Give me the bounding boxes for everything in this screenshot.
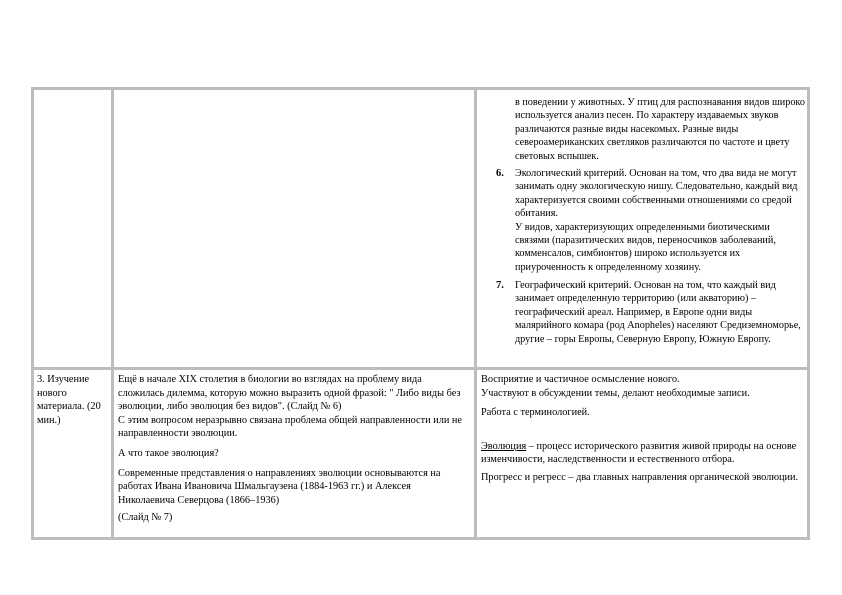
student-activity-1: Восприятие и частичное осмысление нового. [481, 374, 680, 385]
row2-col3-cell [477, 370, 807, 537]
item6-text [515, 167, 805, 274]
row2-col2-cell [114, 370, 474, 537]
student-activity-3: Работа с терминологией. [481, 407, 590, 419]
teacher-text-1: Ещё в начале XIX столетия в биологии во взглядах на проблему вида сложилась дилемма, которую можно выразить одной фразой: " Либо виды без эволюции, либо эволюция без видов". (Слайд № 6) [118, 374, 461, 413]
student-activity-2: Участвуют в обсуждении темы, делают необходимые записи. [481, 387, 750, 399]
item6-text-extra: У видов, характеризующих определенными биотическими связями (паразитических видов, переносчиков заболеваний, комменсалов, симбионтов) широко используется их приуроченность к определенному хозяину. [515, 221, 776, 273]
item5-continuation: в поведении у животных. У птиц для распознавания видов широко используется анализ песен. По характеру издаваемых звуков различаются разные виды насекомых. Разные виды североамериканских светляков различаются по частоте и цвету световых вспышек. [515, 97, 805, 162]
item6-text-main: Экологический критерий. Основан на том, что два вида не могут занимать одну экологическую нишу. Следовательно, каждый вид характеризуется своими собственными отношениями со средой обитания. [515, 168, 798, 220]
evolution-definition-text: – процесс исторического развития живой природы на основе изменчивости, наследственности и естественного отбора. [481, 440, 797, 466]
teacher-question: А что такое эволюция? [118, 447, 219, 459]
evolution-term: Эволюция [481, 440, 527, 452]
teacher-text-2: С этим вопросом неразрывно связана проблема общей направленности или не направленности эволюции. [118, 414, 462, 440]
row1-col3-cell [477, 90, 807, 367]
slide-ref: (Слайд № 7) [118, 512, 173, 524]
stage-label: 3. Изучение нового материала. (20 мин.) [37, 374, 101, 426]
item7-number: 7. [496, 280, 504, 291]
progress-regress-text: Прогресс и регресс – два главных направления органической эволюции. [481, 471, 799, 483]
item7-text: Географический критерий. Основан на том, что каждый вид занимает определенную территорию (или акваторию) – географический ареал. Например, в Европе одни виды малярийного комара (род Anopheles) населяют Средиземноморье, другие – горы Европы, Северную Европу, Южную Европу. [515, 280, 801, 345]
teacher-text-4: Современные представления о направлениях эволюции основываются на работах Ивана Ивановича Шмальгаузена (1884-1963 гг.) и Алексея Николаевича Северцова (1866–1936) [118, 467, 441, 506]
lesson-plan-table [31, 87, 810, 540]
item6-number: 6. [496, 168, 504, 179]
evolution-definition [481, 440, 803, 467]
row2-col1-cell [34, 370, 111, 537]
